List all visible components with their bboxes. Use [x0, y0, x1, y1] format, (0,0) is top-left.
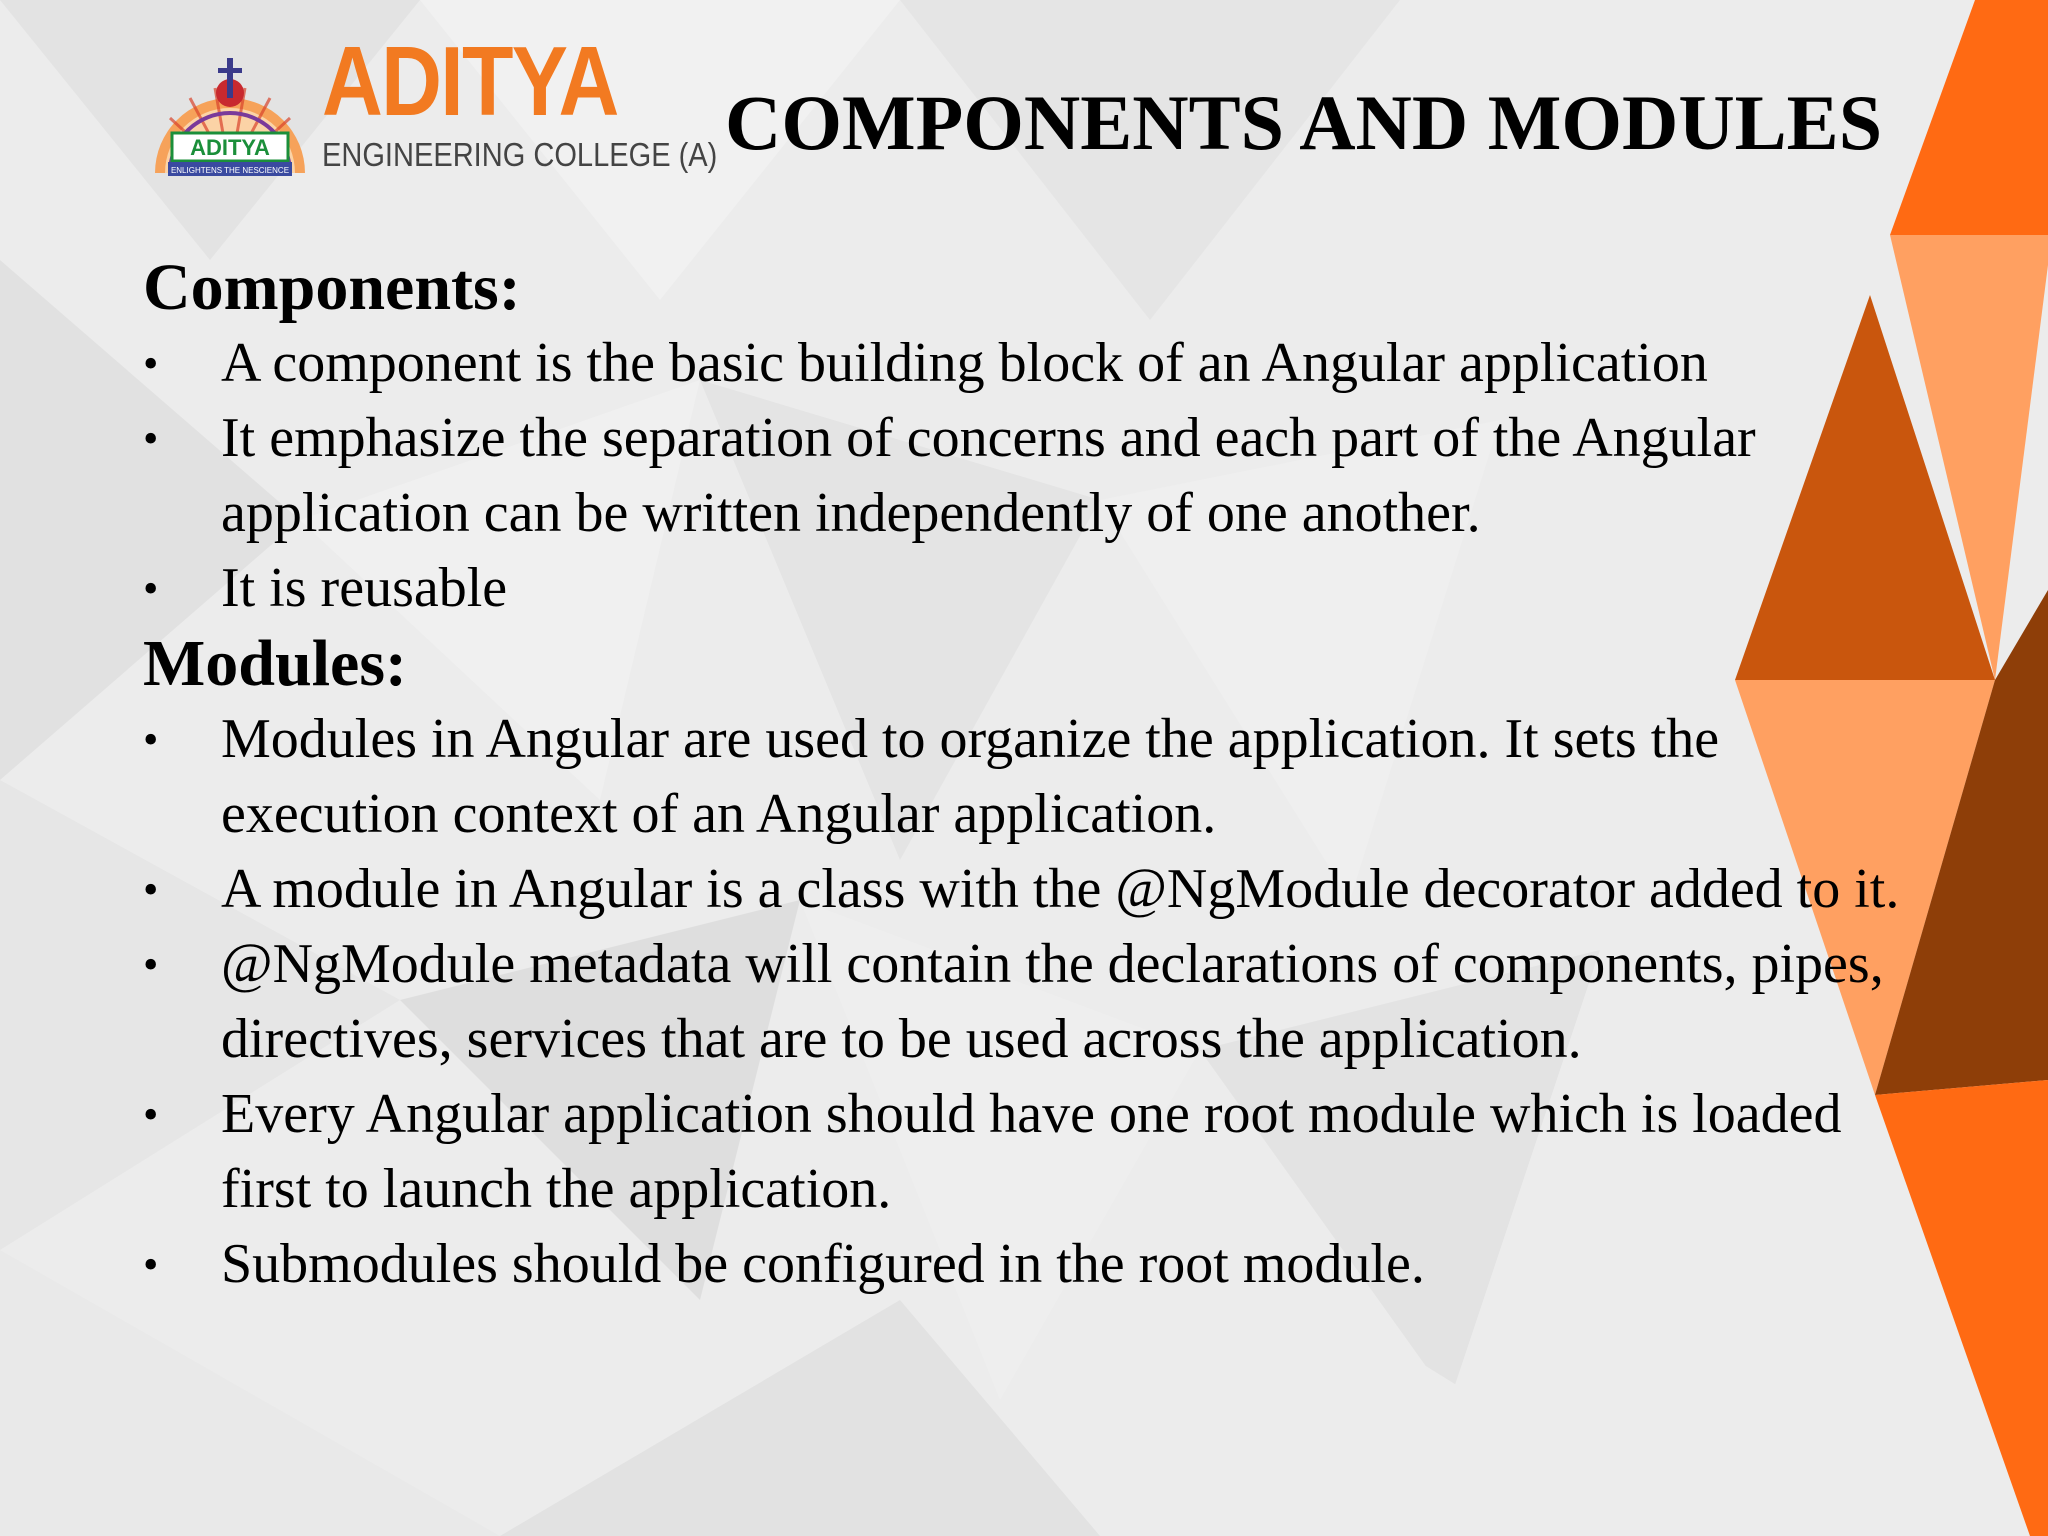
- slide-content: [143, 250, 1923, 1302]
- list-item: [143, 702, 1923, 852]
- modules-heading: Modules:: [143, 627, 407, 700]
- list-item: [143, 326, 1923, 401]
- bullet-text: Submodules should be configured in the root module.: [221, 1233, 1425, 1295]
- bullet-icon: •: [143, 715, 159, 764]
- list-item: [143, 551, 1923, 626]
- college-logo: [150, 26, 718, 183]
- bullet-text: @NgModule metadata will contain the declarations of components, pipes, directives, services that are to be used across the application.: [221, 933, 1884, 1070]
- bullet-icon: •: [143, 940, 159, 989]
- bullet-text: Modules in Angular are used to organize the application. It sets the execution context of an Angular application.: [221, 708, 1720, 845]
- bullet-icon: •: [143, 865, 159, 914]
- list-item: [143, 1077, 1923, 1227]
- logo-subtitle: ENGINEERING COLLEGE (A): [322, 136, 718, 173]
- bullet-text: A component is the basic building block of an Angular application: [221, 332, 1708, 394]
- emblem-icon: [150, 38, 310, 183]
- list-item: [143, 852, 1923, 927]
- bullet-text: Every Angular application should have one root module which is loaded first to launch the application.: [221, 1083, 1842, 1220]
- list-item: [143, 927, 1923, 1077]
- emblem-motto: ENLIGHTENS THE NESCIENCE: [170, 166, 290, 175]
- modules-list: [143, 702, 1923, 1302]
- logo-name: ADITYA: [322, 26, 618, 136]
- bullet-text: It is reusable: [221, 557, 508, 619]
- bullet-icon: •: [143, 564, 159, 613]
- components-list: [143, 326, 1923, 626]
- bullet-text: It emphasize the separation of concerns and each part of the Angular application can be written independently of one another.: [221, 407, 1756, 544]
- emblem-text: ADITYA: [190, 135, 270, 160]
- components-heading: Components:: [143, 251, 521, 324]
- bullet-icon: •: [143, 1240, 159, 1289]
- bullet-icon: •: [143, 414, 159, 463]
- list-item: [143, 401, 1923, 551]
- slide-title: COMPONENTS AND MODULES: [725, 79, 1883, 166]
- bullet-text: A module in Angular is a class with the @NgModule decorator added to it.: [221, 858, 1900, 920]
- bullet-icon: •: [143, 339, 159, 388]
- list-item: [143, 1227, 1923, 1302]
- bullet-icon: •: [143, 1090, 159, 1139]
